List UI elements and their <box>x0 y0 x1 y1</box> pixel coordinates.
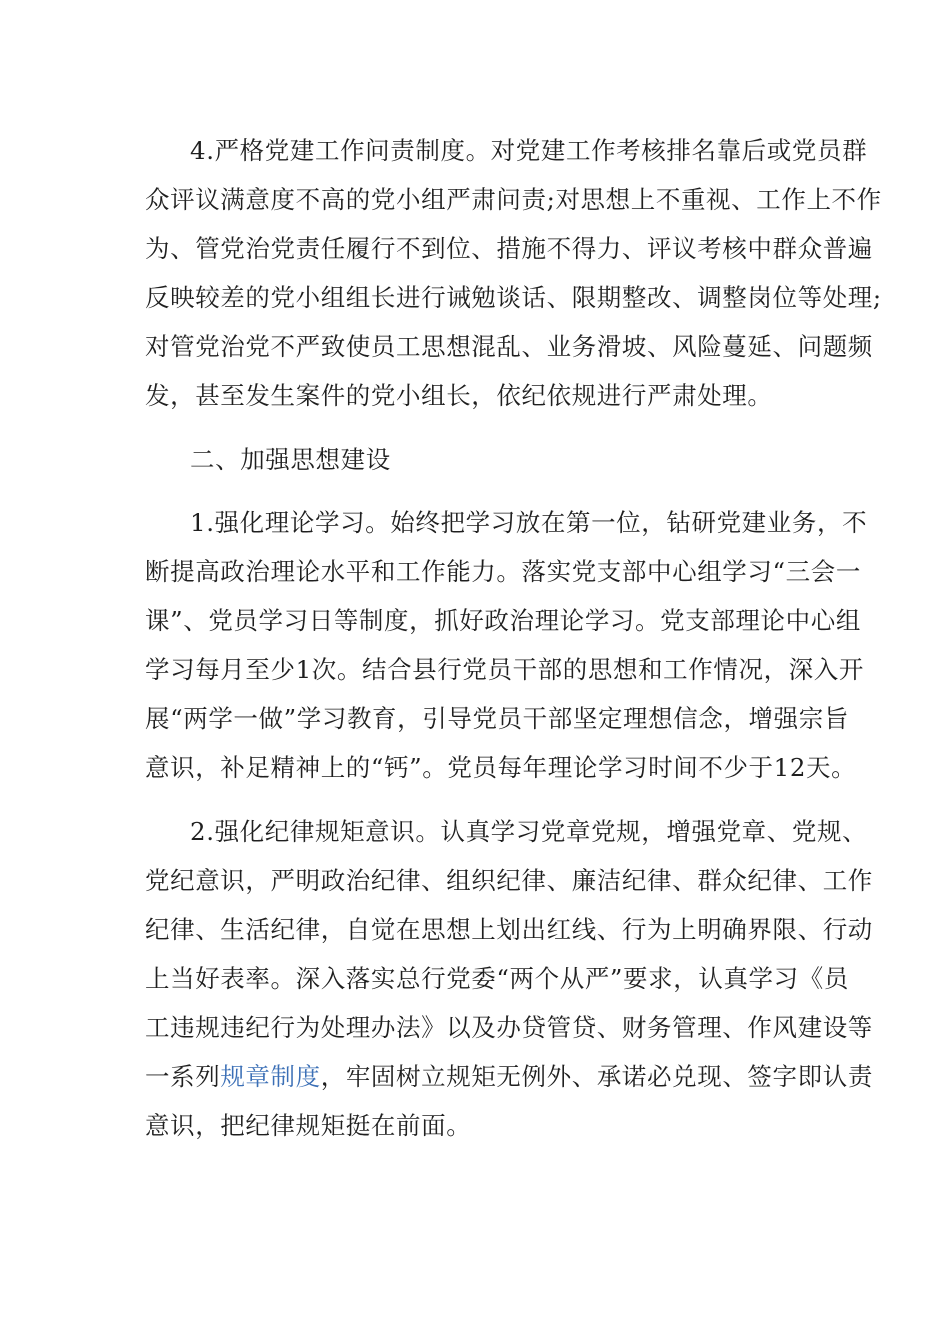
paragraph-3-line-6 <box>145 1060 873 1094</box>
paragraph-3-line-6-prefix: 一系列 <box>145 1062 221 1091</box>
paragraph-1-line-5: 对管党治党不严致使员工思想混乱、业务滑坡、风险蔓延、问题频 <box>145 332 873 361</box>
paragraph-2-line-2: 断提高政治理论水平和工作能力。落实党支部中心组学习“三会一 <box>145 557 861 586</box>
paragraph-3-line-2: 党纪意识，严明政治纪律、组织纪律、廉洁纪律、群众纪律、工作 <box>145 866 873 895</box>
paragraph-3-line-6-suffix: ，牢固树立规矩无例外、承诺必兑现、签字即认责 <box>320 1062 873 1091</box>
paragraph-1-line-1: 4.严格党建工作问责制度。对党建工作考核排名靠后或党员群 <box>190 136 868 165</box>
paragraph-1-line-2: 众评议满意度不高的党小组严肃问责;对思想上不重视、工作上不作 <box>145 185 882 214</box>
paragraph-2-line-3: 课”、党员学习日等制度，抓好政治理论学习。党支部理论中心组 <box>145 606 861 635</box>
paragraph-3-line-7: 意识，把纪律规矩挺在前面。 <box>145 1111 472 1140</box>
paragraph-1-line-6: 发，甚至发生案件的党小组长，依纪依规进行严肃处理。 <box>145 381 773 410</box>
paragraph-2-line-1: 1.强化理论学习。始终把学习放在第一位，钻研党建业务，不 <box>190 508 868 537</box>
paragraph-2-line-5: 展“两学一做”学习教育，引导党员干部坚定理想信念，增强宗旨 <box>145 704 849 733</box>
paragraph-2-line-4: 学习每月至少1次。结合县行党员干部的思想和工作情况，深入开 <box>145 655 864 684</box>
paragraph-3-line-3: 纪律、生活纪律，自觉在思想上划出红线、行为上明确界限、行动 <box>145 915 873 944</box>
section-heading: 二、加强思想建设 <box>190 445 391 474</box>
paragraph-3-line-1: 2.强化纪律规矩意识。认真学习党章党规，增强党章、党规、 <box>190 817 868 846</box>
rules-regulations-link[interactable]: 规章制度 <box>220 1062 321 1091</box>
paragraph-3-line-4: 上当好表率。深入落实总行党委“两个从严”要求，认真学习《员 <box>145 964 849 993</box>
paragraph-1-line-4: 反映较差的党小组组长进行诫勉谈话、限期整改、调整岗位等处理; <box>145 283 882 312</box>
paragraph-2-line-6: 意识，补足精神上的“钙”。党员每年理论学习时间不少于12天。 <box>145 753 857 782</box>
paragraph-1-line-3: 为、管党治党责任履行不到位、措施不得力、评议考核中群众普遍 <box>145 234 873 263</box>
paragraph-3-line-5: 工违规违纪行为处理办法》以及办贷管贷、财务管理、作风建设等 <box>145 1013 873 1042</box>
